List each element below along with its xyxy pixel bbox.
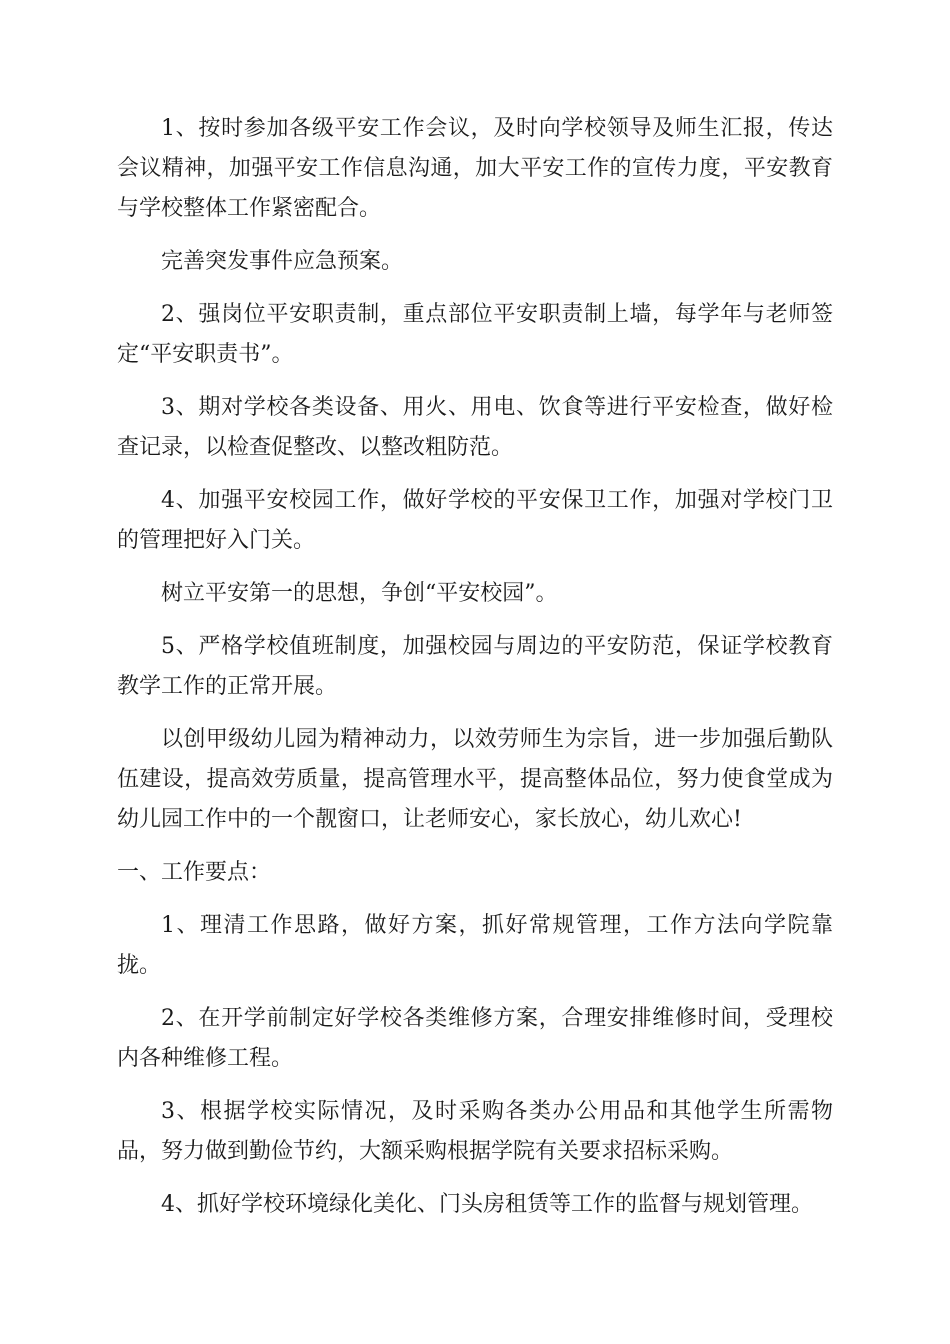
paragraph-environment-management: 4、抓好学校环境绿化美化、门头房租赁等工作的监督与规划管理。: [161, 1192, 813, 1217]
paragraph-work-approach: 1、理清工作思路，做好方案，抓好常规管理，工作方法向学院靠拢。: [117, 913, 833, 978]
paragraph-duty-system: 5、严格学校值班制度，加强校园与周边的平安防范，保证学校教育教学工作的正常开展。: [117, 634, 833, 699]
paragraph-maintenance-plan: 2、在开学前制定好学校各类维修方案，合理安排维修时间，受理校内各种维修工程。: [117, 1006, 833, 1071]
document-body: [117, 109, 833, 1238]
paragraph-procurement: 3、根据学校实际情况，及时采购各类办公用品和其他学生所需物品，努力做到勤俭节约，大额采购根据学院有关要求招标采购。: [117, 1099, 833, 1164]
paragraph-safety-inspection: 3、期对学校各类设备、用火、用电、饮食等进行平安检查，做好检查记录，以检查促整改、以整改粗防范。: [117, 395, 833, 460]
paragraph-safe-campus: 树立平安第一的思想，争创“平安校园”。: [161, 581, 558, 606]
paragraph-emergency-plan: 完善突发事件应急预案。: [161, 249, 404, 274]
paragraph-logistics-goal: 以创甲级幼儿园为精神动力，以效劳师生为宗旨，进一步加强后勤队伍建设，提高效劳质量，提高管理水平，提高整体品位，努力使食堂成为幼儿园工作中的一个靓窗口，让老师安心，家长放心，幼儿欢心!: [117, 727, 833, 832]
section-heading-work-points: 一、工作要点：: [117, 860, 272, 885]
paragraph-responsibility-system: 2、强岗位平安职责制，重点部位平安职责制上墙，每学年与老师签定“平安职责书”。: [117, 302, 833, 367]
paragraph-campus-security: 4、加强平安校园工作，做好学校的平安保卫工作，加强对学校门卫的管理把好入门关。: [117, 488, 833, 553]
paragraph-safety-meetings: 1、按时参加各级平安工作会议，及时向学校领导及师生汇报，传达会议精神，加强平安工作信息沟通，加大平安工作的宣传力度，平安教育与学校整体工作紧密配合。: [117, 116, 833, 221]
